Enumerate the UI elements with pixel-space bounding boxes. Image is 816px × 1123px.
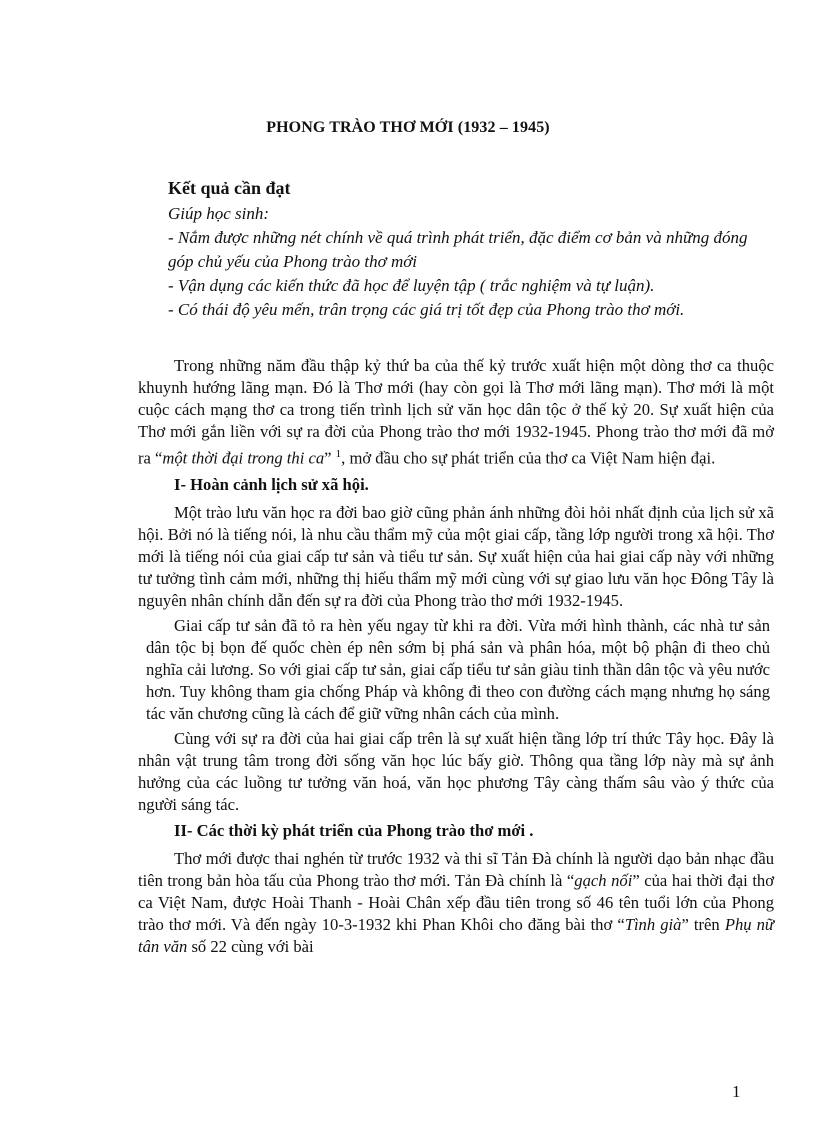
section1-paragraph-3: Cùng với sự ra đời của hai giai cấp trên là sự xuất hiện tầng lớp trí thức Tây học. Đây là nhân vật trung tâm trong đời sống văn học lúc bấy giờ. Thông qua tầng lớp này mà sự ảnh hưởng của các luồng tư tưởng văn hoá, văn học phương Tây càng thấm sâu vào ý thức của người sáng tác. (138, 728, 774, 814)
objective-item-2: - Vận dụng các kiến thức đã học để luyện tập ( trắc nghiệm và tự luận). (168, 276, 655, 295)
quote-text: một thời đại trong thi ca (162, 448, 325, 468)
section1-paragraph-2: Giai cấp tư sản đã tỏ ra hèn yếu ngay từ khi ra đời. Vừa mới hình thành, các nhà tư sản dân tộc bị bọn đế quốc chèn ép nên sớm bị phá sản và phân hóa, một bộ phận đi theo chủ nghĩa cải lương. So với giai cấp tư sản, giai cấp tiểu tư sản giàu tinh thần dân tộc và yêu nước hơn. Tuy không tham gia chống Pháp và không đi theo con đường cách mạng nhưng họ sáng tác văn chương cũng là cách để giữ vững nhân cách của mình. (146, 615, 770, 723)
section2-heading: II- Các thời kỳ phát triển của Phong trào thơ mới . (174, 820, 534, 840)
page-title: PHONG TRÀO THƠ MỚI (1932 – 1945) (266, 119, 550, 136)
section1-paragraph-1: Một trào lưu văn học ra đời bao giờ cũng phản ánh những đòi hỏi nhất định của lịch sử xã hội. Bởi nó là tiếng nói, là nhu cầu thẩm mỹ của một giai cấp, tầng lớp người trong xã hội. Thơ mới là tiếng nói của giai cấp tư sản và tiểu tư sản. Sự xuất hiện của hai giai cấp này với những tư tưởng tình cảm mới, những thị hiếu thẩm mỹ mới cùng với sự giao lưu văn học Đông Tây là nguyên nhân chính dẫn đến sự ra đời của Phong trào thơ mới 1932-1945. (138, 502, 774, 610)
page-number: 1 (732, 1082, 741, 1101)
objectives-heading: Kết quả cần đạt (168, 178, 291, 198)
section1-heading: I- Hoàn cảnh lịch sử xã hội. (174, 474, 369, 494)
section2-paragraph-1: Thơ mới được thai nghén từ trước 1932 và thi sĩ Tản Đà chính là người dạo bản nhạc đầu tiên trong bản hòa tấu của Phong trào thơ mới. Tản Đà chính là “gạch nối” của hai thời đại thơ ca Việt Nam, được Hoài Thanh - Hoài Chân xếp đầu tiên trong số 46 tên tuổi lớn của Phong trào thơ mới. Và đến ngày 10-3-1932 khi Phan Khôi cho đăng bài thơ “Tình già” trên Phụ nữ tân văn số 22 cùng với bài (138, 848, 774, 956)
footnote-marker: 1 (335, 448, 342, 460)
intro-paragraph: Trong những năm đầu thập kỷ thứ ba của thế kỷ trước xuất hiện một dòng thơ ca thuộc khuynh hướng lãng mạn. Đó là Thơ mới (hay còn gọi là Thơ mới lãng mạn). Thơ mới là một cuộc cách mạng thơ ca trong tiến trình lịch sử văn học dân tộc ở thế kỷ 20. Sự xuất hiện của Thơ mới gắn liền với sự ra đời của Phong trào thơ mới 1932-1945. Phong trào thơ mới đã mở ra “một thời đại trong thi ca” $^1$, mở đầu cho sự phát triển của thơ ca Việt Nam hiện đại. (138, 356, 774, 468)
objective-item-1: - Nắm được những nét chính về quá trình phát triển, đặc điểm cơ bản và những đóng góp chủ yếu của Phong trào thơ mới (168, 228, 748, 271)
document-body (138, 355, 774, 958)
objective-item-3: - Có thái độ yêu mến, trân trọng các giá trị tốt đẹp của Phong trào thơ mới. (168, 300, 685, 319)
objectives-section (168, 176, 768, 322)
objectives-intro: Giúp học sinh: (168, 204, 270, 223)
